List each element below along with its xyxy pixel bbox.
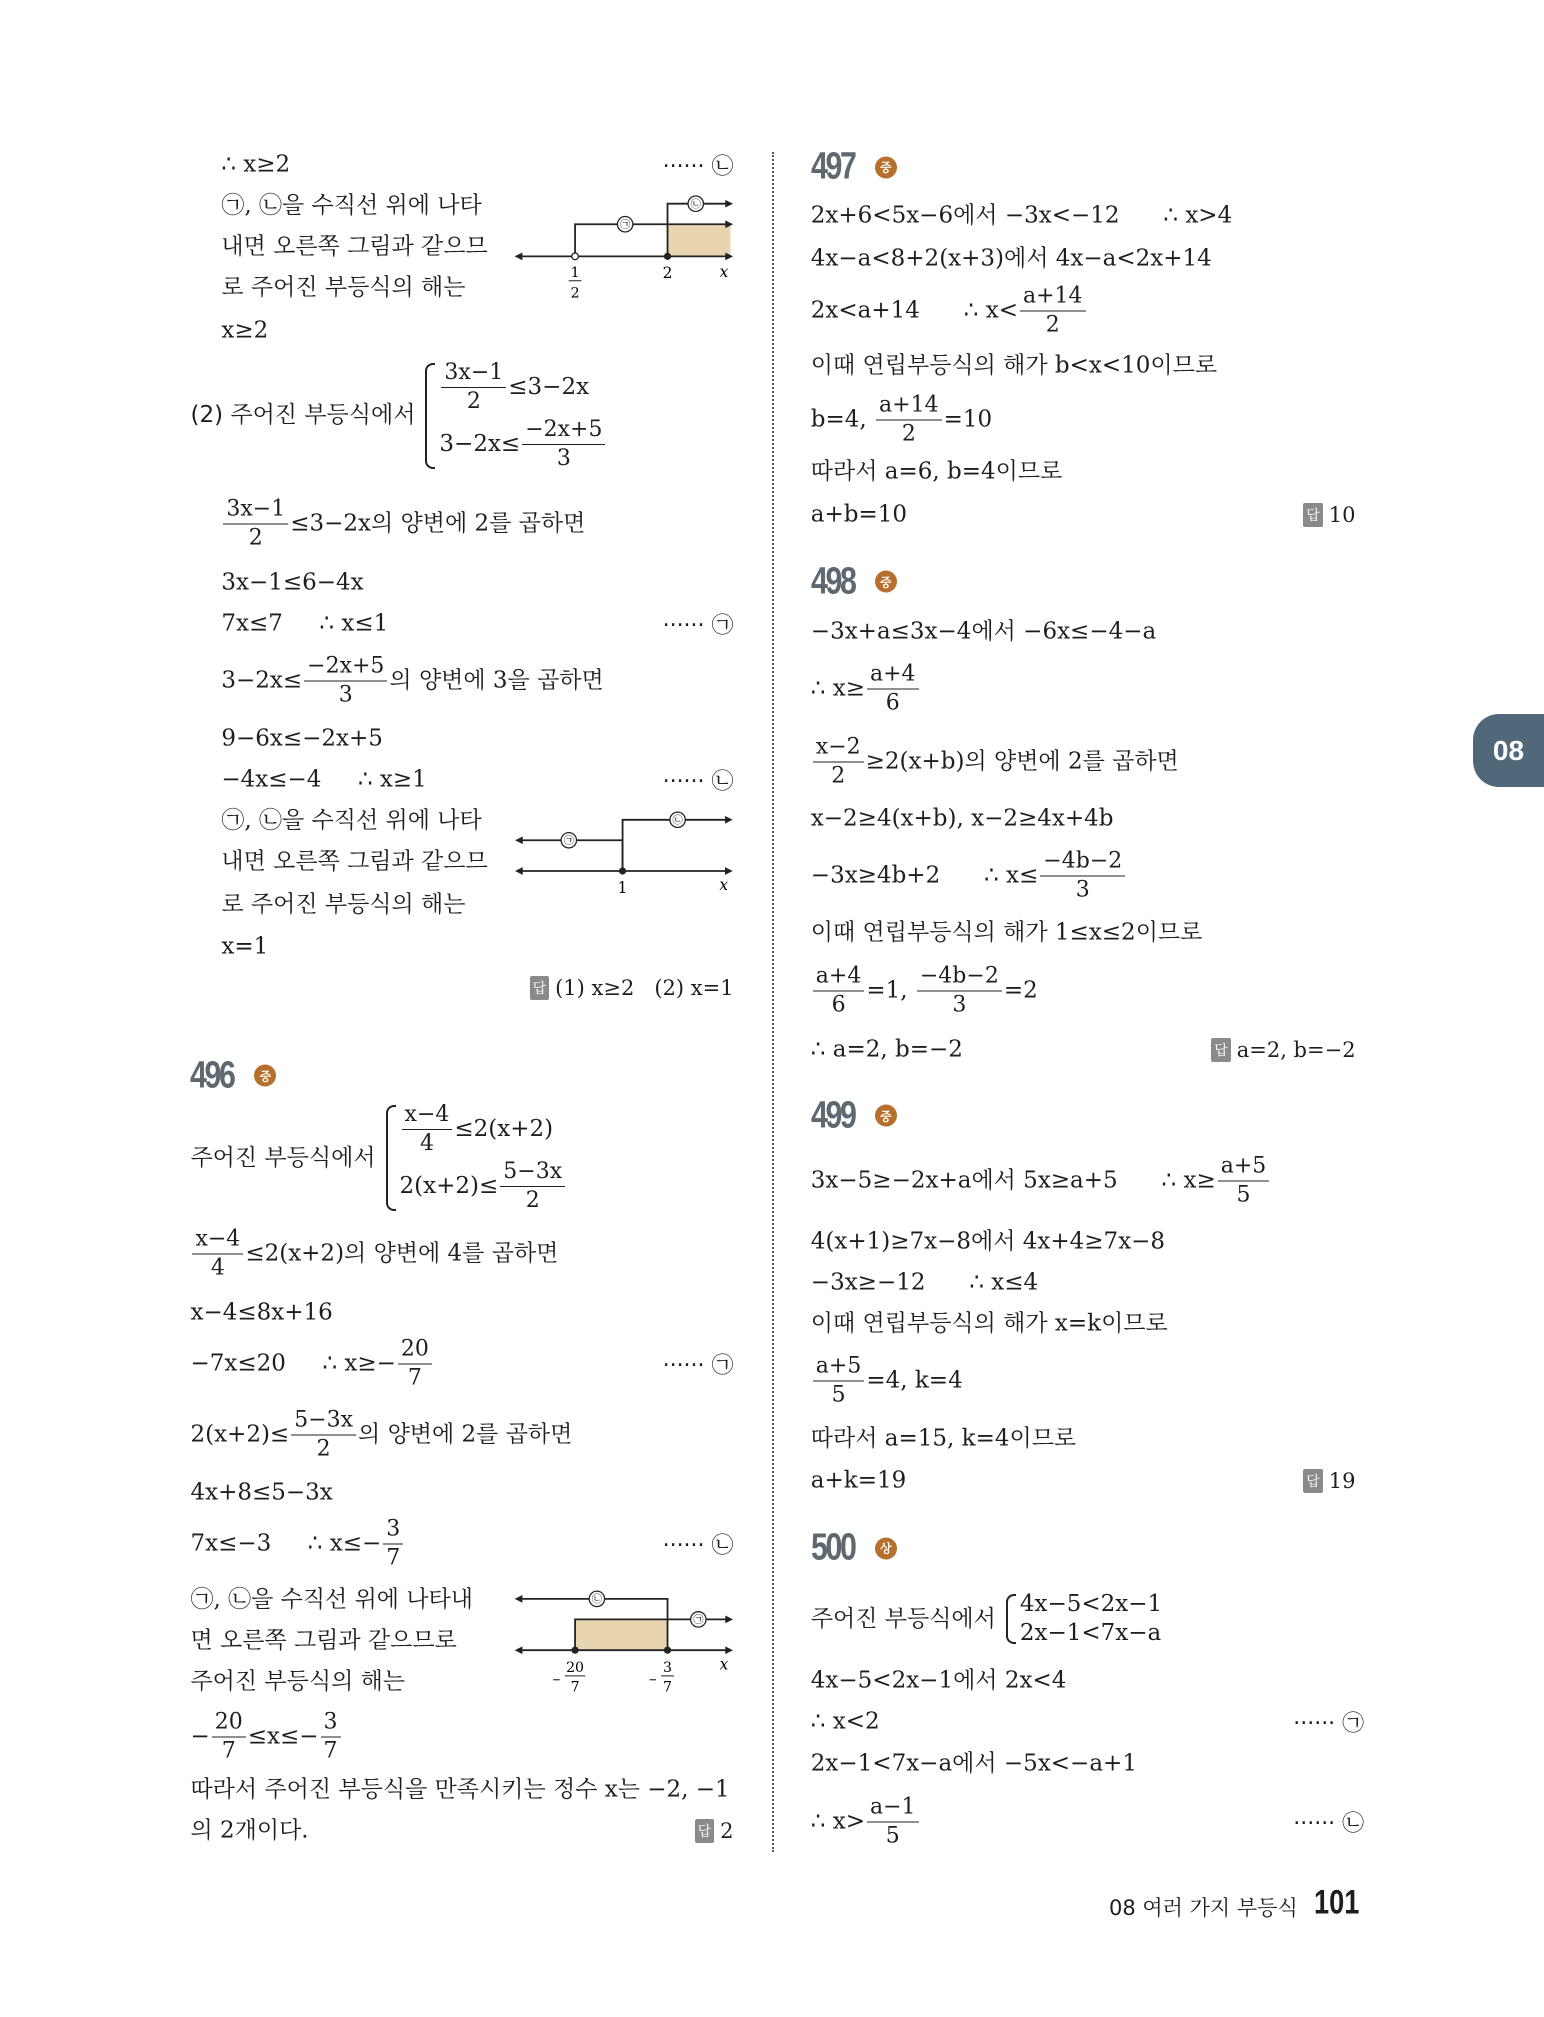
closed-point [619, 867, 626, 874]
fraction [321, 1709, 341, 1764]
numerator: a+4 [867, 663, 919, 689]
math-text: ∴ x≥ [810, 675, 865, 702]
label-b: ㉡ [672, 814, 683, 827]
solution-line [221, 807, 482, 834]
math-text: a+k=19 [810, 1467, 907, 1494]
math-text: 로 주어진 부등식의 해는 [221, 274, 466, 301]
inequality-system [190, 1104, 567, 1212]
solution-line [190, 1104, 567, 1212]
answer-tag-icon: 답 [1303, 503, 1323, 527]
solution-line [190, 1668, 406, 1695]
column-divider [772, 152, 774, 1852]
numerator: −4b−2 [1040, 851, 1125, 877]
solution-line [810, 1467, 907, 1494]
math-text: −3x≥4b+2 ∴ x≤ [810, 862, 1039, 889]
problem-heading-499 [811, 1094, 897, 1137]
math-text: 내면 오른쪽 그림과 같으므 [221, 848, 488, 875]
math-text: =2 [1003, 977, 1038, 1004]
solution-line [190, 359, 607, 471]
solution-line [811, 1669, 1067, 1692]
math-text: 7x≤7 ∴ x≤1 [221, 610, 389, 637]
answer-value: a=2, b=−2 [1236, 1038, 1356, 1063]
denominator: 2 [901, 421, 916, 447]
tick-neg20-7-den: 7 [570, 1679, 580, 1696]
fraction [383, 1516, 403, 1571]
math-text: 이때 연립부등식의 해가 1≤x≤2이므로 [810, 919, 1203, 946]
arrow-icon [725, 816, 733, 824]
solution-line [810, 283, 1088, 338]
math-text: 이때 연립부등식의 해가 b<x<10이므로 [810, 352, 1218, 378]
solution-line [811, 663, 921, 714]
math-text: ≤2(x+2) [454, 1116, 554, 1143]
numerator: a+5 [1218, 1156, 1270, 1182]
closed-point [664, 253, 671, 260]
system-label: (2) 주어진 부등식에서 [190, 402, 416, 429]
fraction [500, 1161, 565, 1212]
equation-marker: ······ ㉠ [1293, 1711, 1365, 1737]
chapter-title: 08 여러 가지 부등식 [1109, 1896, 1298, 1920]
solution-region [575, 1619, 667, 1650]
math-text: ≤x≤− [247, 1723, 319, 1750]
solution-line [221, 768, 426, 791]
solution-line [811, 1593, 1162, 1645]
math-text: 4(x+1)≥7x−8에서 4x+4≥7x−8 [810, 1228, 1166, 1255]
system-row [1020, 1622, 1162, 1645]
solution-line [811, 503, 907, 526]
system-row [1020, 1593, 1162, 1616]
fraction [813, 965, 865, 1016]
denominator: 3 [556, 445, 571, 471]
numerator: 3x−1 [441, 362, 506, 388]
math-text: ≤2(x+2)의 양변에 4를 곱하면 [245, 1240, 559, 1267]
answer [530, 976, 734, 1000]
numerator: −2x+5 [304, 655, 387, 681]
math-text: 2(x+2)≤ [190, 1421, 290, 1448]
solution-line [221, 319, 268, 342]
difficulty-badge: 중 [254, 1065, 276, 1087]
solution-line [190, 1228, 558, 1279]
solution-line [811, 736, 1179, 787]
math-text: 2x−1<7x−a [1019, 1620, 1162, 1647]
fraction [813, 1355, 865, 1406]
problem-number: 497 [810, 145, 855, 188]
math-text: 7x≤−3 ∴ x≤− [190, 1530, 382, 1557]
brace [1006, 1594, 1016, 1644]
solution-line [811, 620, 1156, 643]
math-text: ∴ x> [810, 1808, 865, 1835]
solution-line [221, 498, 585, 549]
answer [1303, 1469, 1355, 1493]
label-b: ㉡ [591, 1593, 603, 1606]
solution-line [811, 1355, 963, 1406]
math-text: 따라서 주어진 부등식을 만족시키는 정수 x는 −2, −1 [190, 1776, 730, 1803]
solution-line [810, 1750, 1137, 1777]
fraction [867, 663, 919, 714]
solution-line [221, 274, 466, 301]
solution-line [810, 1153, 1271, 1208]
math-text: 3x−5≥−2x+a에서 5x≥a+5 ∴ x≥ [810, 1167, 1216, 1194]
numerator: 3x−1 [223, 498, 288, 524]
answer [1211, 1038, 1355, 1062]
arrow-icon [725, 1616, 733, 1624]
denominator: 7 [386, 1545, 401, 1571]
solution-line [811, 1230, 1165, 1253]
problem-heading-496 [190, 1054, 276, 1097]
numerator: −4b−2 [917, 965, 1002, 991]
fraction [291, 1407, 356, 1462]
math-text: 4x−5<2x−1에서 2x<4 [810, 1667, 1067, 1694]
solution-line [810, 202, 1233, 229]
equation-marker: ······ ㉡ [662, 1533, 734, 1559]
axis-label: x [719, 262, 729, 281]
denominator: 3 [952, 992, 967, 1018]
solution-line [810, 1794, 921, 1849]
math-text: −4x≤−4 ∴ x≥1 [221, 766, 427, 793]
solution-line [811, 1427, 1076, 1450]
math-text: ㉠, ㉡을 수직선 위에 나타 [221, 192, 482, 219]
denominator: 6 [885, 690, 900, 716]
arrow-icon [725, 200, 733, 208]
math-text: 3x−1≤6−4x [221, 569, 364, 596]
number-line-3 [512, 1586, 737, 1708]
fraction [402, 1104, 453, 1155]
math-text: 2(x+2)≤ [399, 1173, 499, 1200]
solution-line [221, 569, 364, 596]
brace [425, 363, 435, 469]
numerator: a+14 [1020, 286, 1086, 312]
numerator: a+5 [813, 1355, 865, 1381]
arrow-icon [515, 1595, 523, 1603]
denominator: 4 [419, 1131, 434, 1157]
answer-value: 19 [1328, 1469, 1356, 1494]
equation-marker: ······ ㉡ [1293, 1811, 1365, 1837]
math-text: ≥2(x+b)의 양변에 2를 곱하면 [865, 748, 1179, 775]
system-row [439, 359, 607, 414]
solution-line [190, 1336, 433, 1391]
system-label: 주어진 부등식에서 [190, 1144, 376, 1171]
solution-line [190, 1776, 730, 1803]
math-text: 3−2x≤ [221, 667, 303, 694]
closed-point [664, 1647, 671, 1654]
solution-line [190, 1817, 309, 1844]
arrow-icon [515, 836, 523, 844]
math-text: ∴ a=2, b=−2 [810, 1036, 963, 1063]
math-text: 의 양변에 2를 곱하면 [358, 1421, 573, 1448]
solution-region [668, 224, 731, 256]
problem-heading-500 [811, 1527, 897, 1570]
answer-value: 10 [1328, 502, 1356, 527]
number-line-2 [512, 807, 737, 903]
tick-1: 1 [617, 878, 628, 897]
tick-neg3-7-num: 3 [663, 1660, 673, 1677]
tick-half-den: 2 [570, 285, 580, 302]
system-row [400, 1161, 568, 1212]
fraction [813, 736, 864, 787]
numerator: 20 [212, 1712, 246, 1738]
numerator: −2x+5 [522, 419, 605, 445]
solution-line [190, 1407, 573, 1462]
math-text: 이때 연립부등식의 해가 x=k이므로 [810, 1310, 1168, 1337]
denominator: 7 [407, 1365, 422, 1391]
solution-line [221, 933, 269, 960]
solution-line [810, 458, 1063, 485]
denominator: 2 [248, 525, 263, 551]
numerator: a+14 [876, 394, 942, 420]
fraction [1040, 848, 1125, 903]
answer-tag-icon: 답 [1211, 1038, 1231, 1062]
fraction [212, 1709, 246, 1764]
fraction [1020, 283, 1086, 338]
fraction [917, 965, 1002, 1016]
math-text: =4, k=4 [866, 1367, 963, 1394]
inequality-system [811, 1593, 1162, 1645]
solution-line [810, 848, 1127, 903]
label-b: ㉡ [690, 198, 701, 211]
solution-line [221, 233, 488, 260]
solution-line [811, 354, 1217, 377]
axis-label: x [719, 1655, 729, 1674]
fraction [304, 655, 387, 706]
math-text: 4x−5<2x−1 [1019, 1591, 1163, 1618]
fraction [867, 1794, 919, 1849]
solution-line [190, 1709, 342, 1764]
label-a: ㉠ [693, 1614, 704, 1627]
fraction [441, 359, 506, 414]
math-text: ㉠, ㉡을 수직선 위에 나타 [221, 807, 482, 834]
problem-number: 496 [190, 1054, 234, 1097]
label-a: ㉠ [563, 835, 574, 848]
math-text: 의 양변에 3을 곱하면 [389, 667, 604, 694]
system-row [439, 416, 607, 471]
fraction [522, 416, 605, 471]
denominator: 7 [221, 1738, 236, 1764]
page-number: 101 [1314, 1883, 1360, 1921]
numerator: 3 [321, 1712, 341, 1738]
math-text: ∴ x<2 [810, 1708, 880, 1735]
answer-tag-icon: 답 [1303, 1469, 1323, 1493]
numerator: x−4 [192, 1228, 243, 1254]
math-text: ≤3−2x [508, 373, 590, 400]
math-text: −7x≤20 ∴ x≥− [190, 1350, 396, 1377]
solution-line [810, 1269, 1039, 1296]
math-text: 2x<a+14 ∴ x< [810, 297, 1018, 324]
denominator: 5 [1236, 1182, 1251, 1208]
math-text: 로 주어진 부등식의 해는 [221, 891, 466, 918]
denominator: 5 [885, 1823, 900, 1849]
system-row [400, 1104, 568, 1155]
difficulty-badge: 상 [875, 1537, 897, 1559]
math-text: 주어진 부등식의 해는 [190, 1668, 406, 1695]
math-text: 2x−1<7x−a에서 −5x<−a+1 [810, 1750, 1137, 1777]
math-text: =10 [943, 406, 993, 433]
math-text: x=1 [221, 933, 269, 960]
denominator: 7 [323, 1738, 338, 1764]
solution-line [190, 1588, 473, 1611]
tick-neg20-7-num: 20 [566, 1660, 585, 1677]
denominator: 2 [831, 763, 846, 789]
math-text: −3x+a≤3x−4에서 −6x≤−4−a [810, 618, 1157, 645]
closed-point [571, 1647, 578, 1654]
math-text: ≤3−2x의 양변에 2를 곱하면 [290, 510, 586, 537]
solution-line [190, 1516, 405, 1571]
solution-line [221, 194, 481, 217]
math-text: 의 2개이다. [190, 1817, 309, 1844]
math-text: =1, [866, 977, 915, 1004]
math-text: b=4, [810, 406, 875, 433]
solution-line [810, 1708, 880, 1735]
solution-line [190, 1481, 332, 1504]
numerator: a+4 [813, 965, 865, 991]
fraction [192, 1228, 243, 1279]
difficulty-badge: 중 [875, 1105, 897, 1127]
math-text: x−4≤8x+16 [190, 1299, 333, 1326]
denominator: 2 [316, 1436, 331, 1462]
solution-line [811, 965, 1038, 1016]
denominator: 2 [525, 1188, 540, 1214]
math-text: x−2≥4(x+b), x−2≥4x+4b [810, 805, 1114, 832]
math-text: − [190, 1723, 210, 1750]
answer [695, 1819, 734, 1843]
difficulty-badge: 중 [875, 156, 897, 178]
solution-line [811, 807, 1114, 830]
math-text: 9−6x≤−2x+5 [221, 725, 383, 752]
numerator: x−4 [402, 1104, 453, 1130]
solution-line [811, 394, 992, 445]
denominator: 3 [1075, 877, 1090, 903]
solution-line [810, 1036, 963, 1063]
solution-line [810, 919, 1203, 946]
number-line-1 [512, 187, 737, 309]
denominator: 5 [831, 1382, 846, 1408]
math-text: ∴ x≥2 [221, 151, 291, 178]
chapter-tab[interactable]: 08 [1473, 714, 1544, 787]
answer-value: (1) x≥2 (2) x=1 [555, 976, 734, 1001]
solution-line [811, 247, 1212, 270]
solution-line [221, 153, 290, 176]
equation-marker: ······ ㉠ [662, 613, 734, 639]
inequality-system [190, 359, 607, 471]
problem-heading-498 [811, 560, 897, 603]
solution-line [190, 1301, 332, 1324]
solution-line [221, 893, 465, 916]
numerator: a−1 [867, 1797, 919, 1823]
denominator: 4 [210, 1255, 225, 1281]
problem-number: 500 [810, 1526, 855, 1569]
fraction [1218, 1153, 1270, 1208]
problem-heading-497 [811, 146, 897, 189]
math-text: 면 오른쪽 그림과 같으므로 [190, 1627, 457, 1654]
tick-2: 2 [662, 264, 673, 283]
fraction [398, 1336, 432, 1391]
answer-value: 2 [720, 1819, 734, 1844]
numerator: 5−3x [500, 1161, 565, 1187]
math-text: 따라서 a=15, k=4이므로 [810, 1425, 1077, 1452]
math-text: ㉠, ㉡을 수직선 위에 나타내 [190, 1586, 473, 1613]
solution-line [221, 848, 488, 875]
problem-number: 499 [810, 1094, 855, 1137]
denominator: 2 [1045, 312, 1060, 338]
solution-line [190, 1629, 456, 1652]
brace [386, 1105, 396, 1211]
solution-line [221, 610, 389, 637]
problem-number: 498 [810, 560, 855, 603]
answer [1303, 503, 1355, 527]
fraction [223, 498, 288, 549]
math-text: 따라서 a=6, b=4이므로 [810, 458, 1063, 485]
answer-tag-icon: 답 [530, 976, 550, 1000]
math-text: 내면 오른쪽 그림과 같으므 [221, 233, 488, 260]
answer-tag-icon: 답 [695, 1819, 715, 1843]
denominator: 3 [338, 682, 353, 708]
solution-line [221, 655, 603, 706]
math-text: 3−2x≤ [439, 430, 521, 457]
numerator: 5−3x [291, 1410, 356, 1436]
axis-label: x [719, 876, 729, 895]
equation-marker: ······ ㉡ [662, 769, 734, 795]
denominator: 6 [831, 992, 846, 1018]
numerator: 3 [383, 1519, 403, 1545]
difficulty-badge: 중 [875, 571, 897, 593]
tick-half-num: 1 [570, 264, 580, 281]
math-text: 4x+8≤5−3x [190, 1479, 333, 1506]
label-a: ㉠ [620, 219, 631, 232]
denominator: 2 [466, 388, 481, 414]
tick-neg3-7-den: 7 [663, 1679, 673, 1696]
fraction [876, 394, 942, 445]
system-label: 주어진 부등식에서 [810, 1605, 996, 1632]
open-point [572, 253, 579, 260]
numerator: x−2 [813, 736, 864, 762]
math-text: x≥2 [221, 317, 269, 344]
math-text: 4x−a<8+2(x+3)에서 4x−a<2x+14 [810, 245, 1212, 272]
math-text: 2x+6<5x−6에서 −3x<−12 ∴ x>4 [810, 202, 1233, 229]
solution-line [810, 1310, 1168, 1337]
numerator: 20 [398, 1339, 432, 1365]
equation-marker: ······ ㉡ [662, 154, 734, 180]
equation-marker: ······ ㉠ [662, 1353, 734, 1379]
math-text: −3x≥−12 ∴ x≤4 [810, 1269, 1039, 1296]
solution-line [221, 727, 383, 750]
math-text: a+b=10 [810, 501, 908, 528]
